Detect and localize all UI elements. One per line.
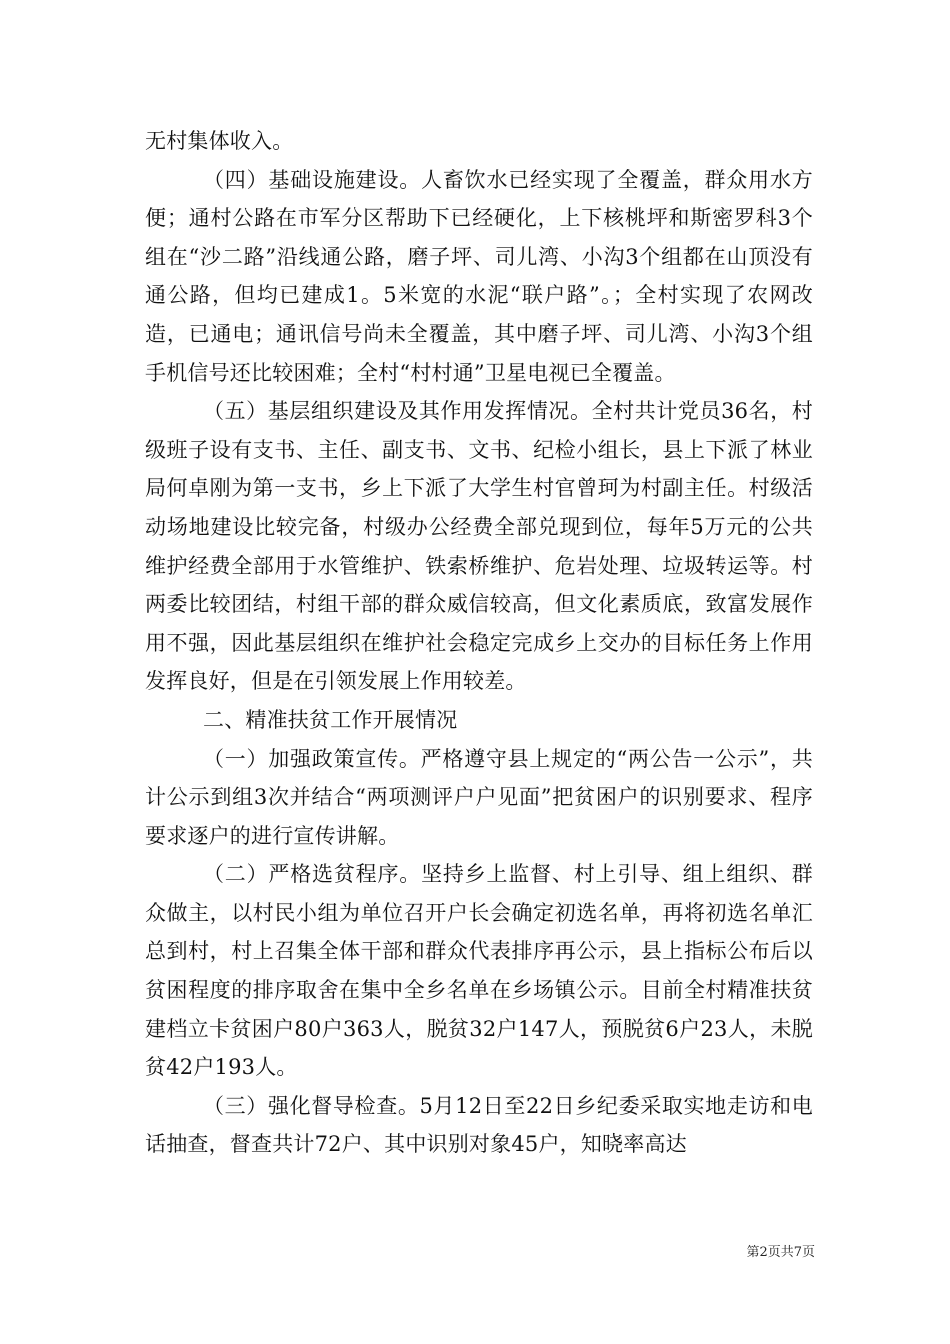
- page-number-footer: 第2页共7页: [746, 1245, 815, 1260]
- paragraph-policy-publicity: （一）加强政策宣传。严格遵守县上规定的“两公告一公示”，共计公示到组3次并结合“两项测评户户见面”把贫困户的识别要求、程序要求逐户的进行宣传讲解。: [145, 746, 813, 848]
- section-heading-poverty-alleviation: 二、精准扶贫工作开展情况: [203, 707, 458, 732]
- paragraph-selection-procedure: （二）严格选贫程序。坚持乡上监督、村上引导、组上组织、群众做主，以村民小组为单位召开户长会确定初选名单，再将初选名单汇总到村，村上召集全体干部和群众代表排序再公示，县上指标公布后以贫困程度的排序取舍在集中全乡名单在乡场镇公示。目前全村精准扶贫建档立卡贫困户80户363人，脱贫32户147人，预脱贫6户23人，未脱贫42户193人。: [145, 862, 813, 1080]
- paragraph-infrastructure: （四）基础设施建设。人畜饮水已经实现了全覆盖，群众用水方便；通村公路在市军分区帮助下已经硬化，上下核桃坪和斯密罗科3个组在“沙二路”沿线通公路，磨子坪、司儿湾、小沟3个组都在山顶没有通公路，但均已建成1。5米宽的水泥“联户路”。；全村实现了农网改造，已通电；通讯信号尚未全覆盖，其中磨子坪、司儿湾、小沟3个组手机信号还比较困难；全村“村村通”卫星电视已全覆盖。: [145, 167, 813, 385]
- paragraph-supervision-inspection: （三）强化督导检查。5月12日至22日乡纪委采取实地走访和电话抽查，督查共计72户、其中识别对象45户，知晓率高达: [145, 1093, 813, 1157]
- paragraph-grassroots-organization: （五）基层组织建设及其作用发挥情况。全村共计党员36名，村级班子设有支书、主任、副支书、文书、纪检小组长，县上下派了林业局何卓刚为第一支书，乡上下派了大学生村官曾珂为村副主任。村级活动场地建设比较完备，村级办公经费全部兑现到位，每年5万元的公共维护经费全部用于水管维护、铁索桥维护、危岩处理、垃圾转运等。村两委比较团结，村组干部的群众威信较高，但文化素质底，致富发展作用不强，因此基层组织在维护社会稳定完成乡上交办的目标任务上作用发挥良好，但是在引领发展上作用较差。: [145, 399, 813, 694]
- paragraph-continuation: 无村集体收入。: [145, 129, 294, 153]
- document-body: [145, 122, 813, 1164]
